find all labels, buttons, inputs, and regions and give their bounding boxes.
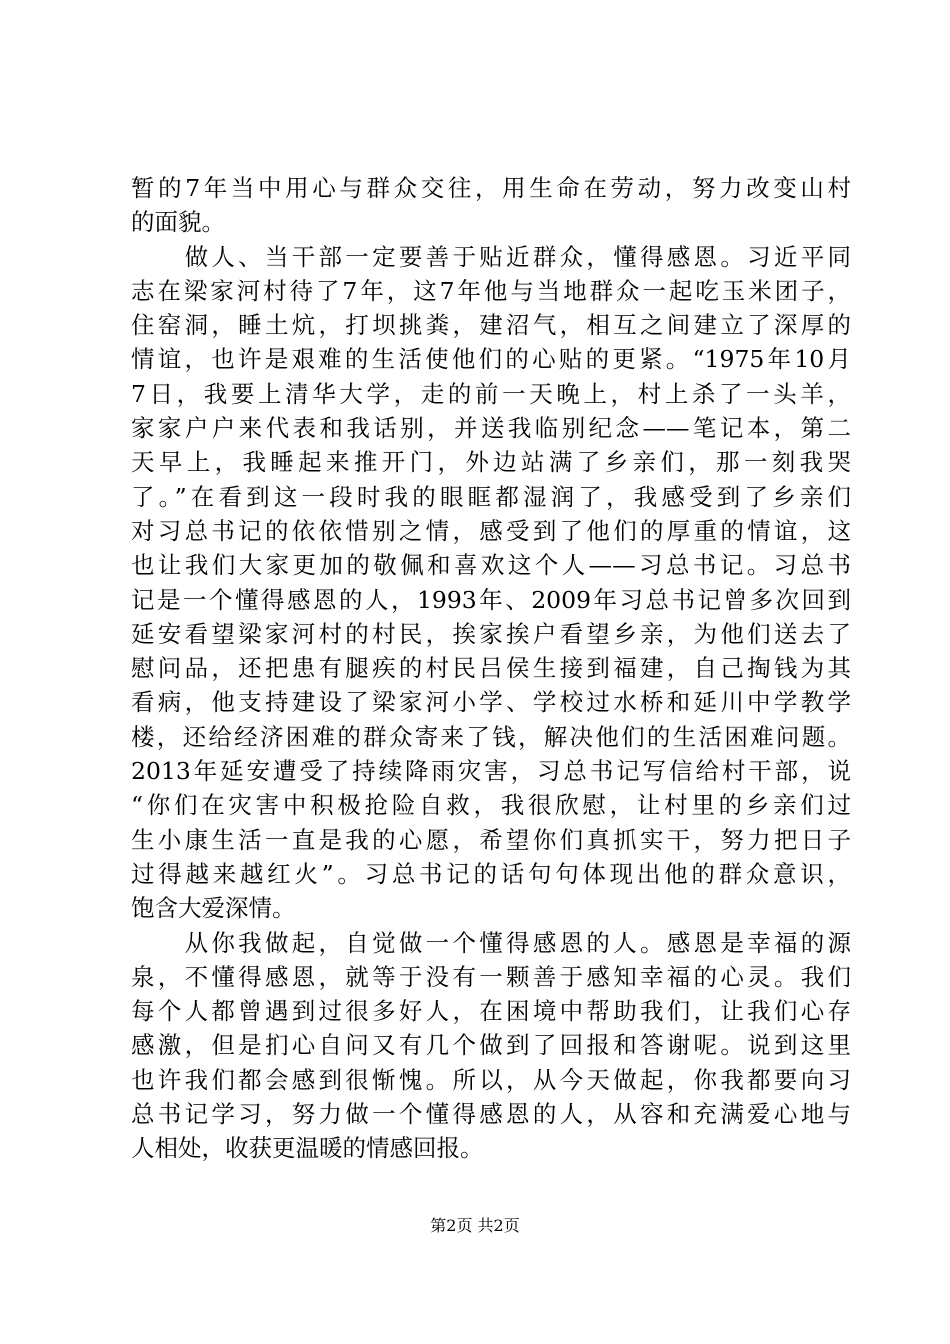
text-line: 楼，还给经济困难的群众寄来了钱，解决他们的生活困难问题。 [131,722,851,751]
text-line: 情谊，也许是艰难的生活使他们的心贴的更紧。“1975年10月 [131,345,851,374]
text-line: 总书记学习，努力做一个懂得感恩的人，从容和充满爱心地与 [131,1100,851,1129]
text-line: 暂的7年当中用心与群众交往，用生命在劳动，努力改变山村 [131,174,851,202]
body-text [131,171,851,1166]
text-line: 志在梁家河村待了7年，这7年他与当地群众一起吃玉米团子， [131,276,851,305]
text-line: 住窑洞，睡土炕，打坝挑粪，建沼气，相互之间建立了深厚的 [131,311,851,340]
text-line: 也让我们大家更加的敬佩和喜欢这个人——习总书记。习总书 [131,551,851,580]
text-line: 家家户户来代表和我话别，并送我临别纪念——笔记本，第二 [131,414,851,443]
text-line: 看病，他支持建设了梁家河小学、学校过水桥和延川中学教学 [131,688,851,717]
page-number-footer: 第2页 共2页 [430,1216,520,1235]
text-line: 饱含大爱深情。 [131,894,296,923]
text-line: 生小康生活一直是我的心愿，希望你们真抓实干，努力把日子 [131,825,851,854]
text-line: 2013年延安遭受了持续降雨灾害，习总书记写信给村干部，说 [131,757,851,786]
text-line: 每个人都曾遇到过很多好人，在困境中帮助我们，让我们心存 [131,997,851,1026]
text-line: 人相处，收获更温暖的情感回报。 [131,1134,484,1163]
text-line: 7日，我要上清华大学，走的前一天晚上，村上杀了一头羊， [131,379,851,408]
text-line: 的面貌。 [131,208,225,237]
text-line: 过得越来越红火”。习总书记的话句句体现出他的群众意识， [131,859,851,888]
text-line: 记是一个懂得感恩的人，1993年、2009年习总书记曾多次回到 [131,585,851,614]
text-line: “你们在灾害中积极抢险自救，我很欣慰，让村里的乡亲们过 [131,791,851,820]
text-line: 泉，不懂得感恩，就等于没有一颗善于感知幸福的心灵。我们 [131,962,851,991]
text-line: 也许我们都会感到很惭愧。所以，从今天做起，你我都要向习 [131,1065,851,1094]
text-line: 慰问品，还把患有腿疾的村民吕侯生接到福建，自己掏钱为其 [131,654,851,683]
text-line: 天早上，我睡起来推开门，外边站满了乡亲们，那一刻我哭 [131,448,851,477]
text-line: 感激，但是扪心自问又有几个做到了回报和答谢呢。说到这里 [131,1031,851,1060]
text-line: 延安看望梁家河村的村民，挨家挨户看望乡亲，为他们送去了 [131,619,851,648]
text-line: 了。”在看到这一段时我的眼眶都湿润了，我感受到了乡亲们 [131,482,851,511]
text-line: 对习总书记的依依惜别之情，感受到了他们的厚重的情谊，这 [131,516,851,545]
text-line: 做人、当干部一定要善于贴近群众，懂得感恩。习近平同 [131,242,851,271]
text-line: 从你我做起，自觉做一个懂得感恩的人。感恩是幸福的源 [131,928,851,957]
